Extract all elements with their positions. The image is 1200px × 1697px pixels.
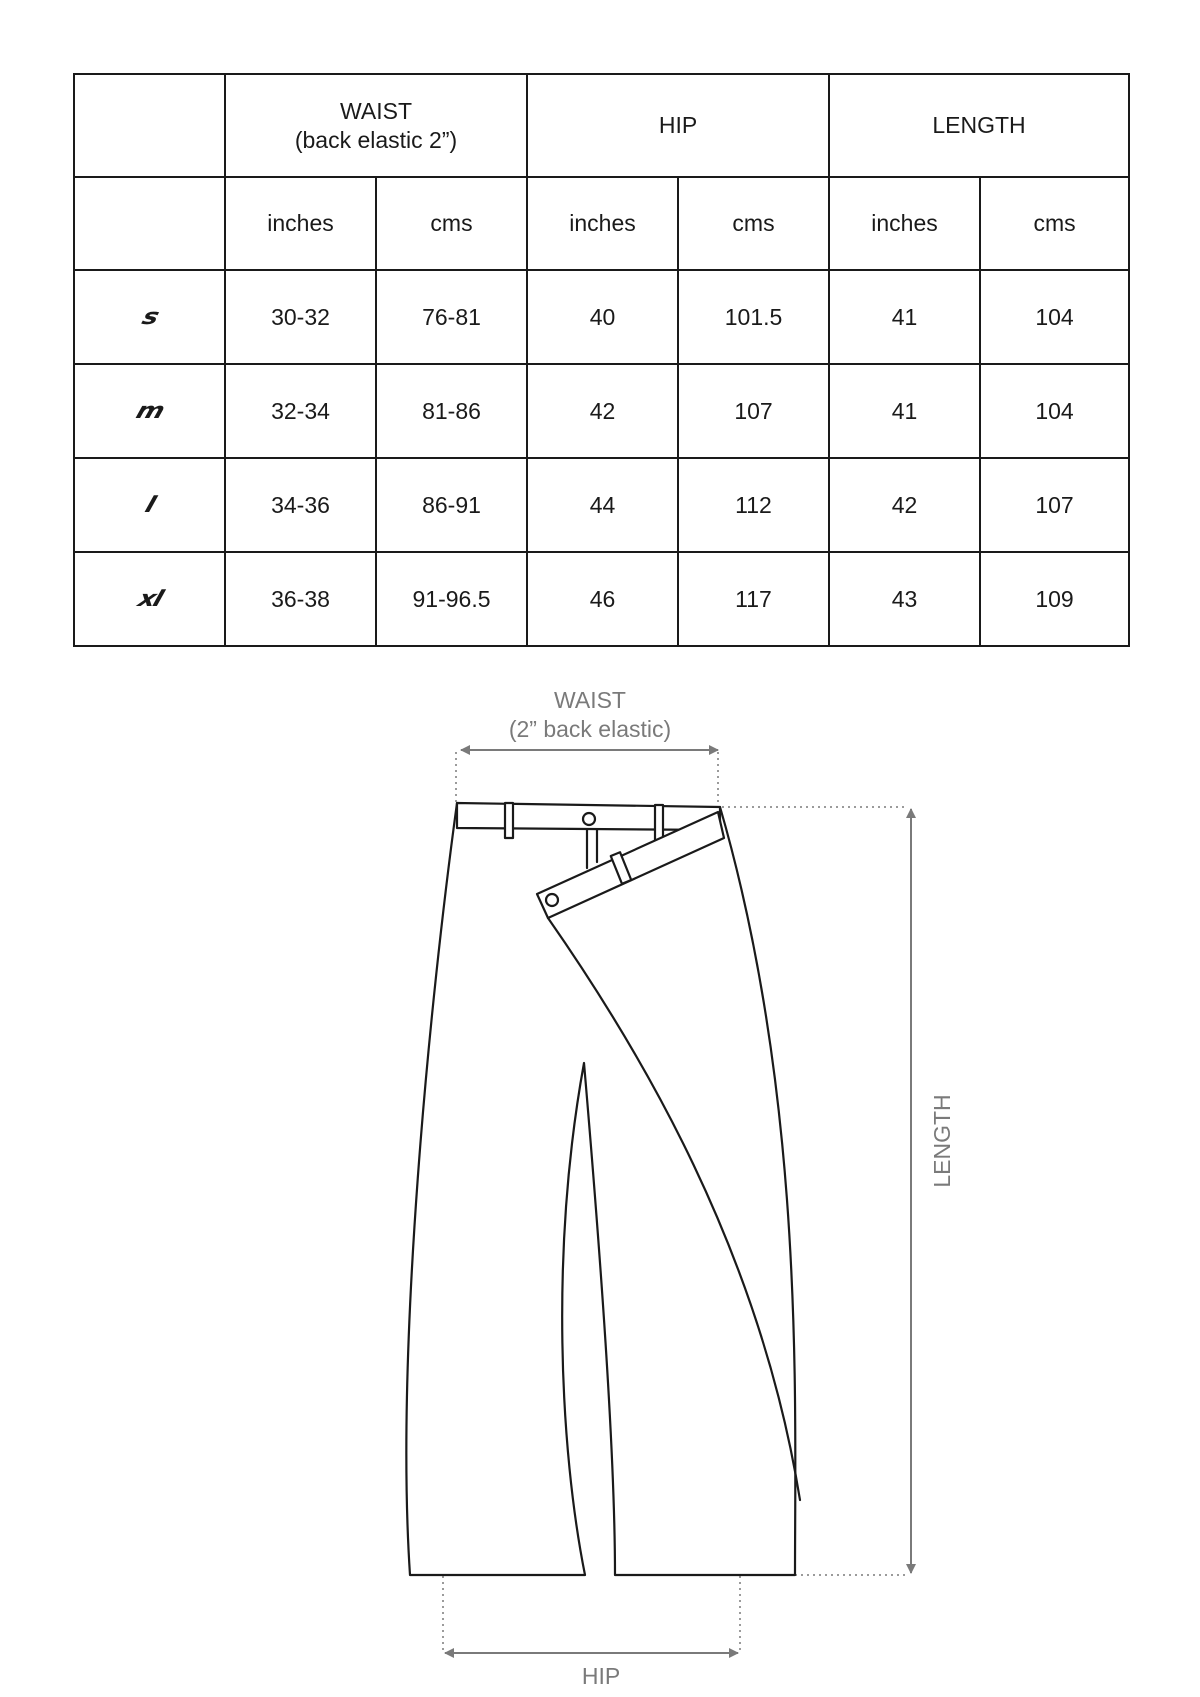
unit-cell: inches (527, 177, 678, 270)
value-cell: 36-38 (225, 552, 376, 646)
value-cell: 32-34 (225, 364, 376, 458)
hip-dimension-label: HIP (581, 1663, 621, 1689)
unit-cell: inches (829, 177, 980, 270)
value-cell: 117 (678, 552, 829, 646)
size-label: l (141, 492, 158, 518)
length-header-title: LENGTH (932, 112, 1026, 138)
hip-header-title: HIP (658, 112, 698, 138)
value-cell: 46 (527, 552, 678, 646)
value-cell: 43 (829, 552, 980, 646)
waist-button-icon (583, 813, 595, 825)
value-cell: 41 (829, 364, 980, 458)
belt-loop-right (655, 805, 663, 840)
value-cell: 86-91 (376, 458, 527, 552)
size-label: xl (134, 586, 165, 612)
value-cell: 40 (527, 270, 678, 364)
value-cell: 109 (980, 552, 1129, 646)
unit-cell: cms (678, 177, 829, 270)
value-cell: 91-96.5 (376, 552, 527, 646)
belt-loop-left (505, 803, 513, 838)
value-cell: 41 (829, 270, 980, 364)
value-cell: 112 (678, 458, 829, 552)
value-cell: 42 (527, 364, 678, 458)
waist-dimension-note: (2” back elastic) (508, 716, 672, 742)
value-cell: 81-86 (376, 364, 527, 458)
size-label: m (132, 398, 167, 424)
value-cell: 104 (980, 364, 1129, 458)
value-cell: 34-36 (225, 458, 376, 552)
pants-illustration (406, 803, 800, 1575)
value-cell: 104 (980, 270, 1129, 364)
waist-dimension-label: WAIST (554, 687, 626, 713)
size-label: s (138, 304, 161, 330)
tab-button-icon (546, 894, 558, 906)
unit-cell: cms (376, 177, 527, 270)
value-cell: 76-81 (376, 270, 527, 364)
unit-cell: cms (980, 177, 1129, 270)
value-cell: 44 (527, 458, 678, 552)
value-cell: 101.5 (678, 270, 829, 364)
value-cell: 42 (829, 458, 980, 552)
value-cell: 107 (678, 364, 829, 458)
length-dimension-label: LENGTH (929, 1094, 955, 1188)
waist-header-note: (back elastic 2”) (294, 126, 458, 153)
unit-cell: inches (225, 177, 376, 270)
pants-outline (406, 803, 795, 1575)
value-cell: 107 (980, 458, 1129, 552)
waist-header-title: WAIST (340, 97, 412, 124)
value-cell: 30-32 (225, 270, 376, 364)
